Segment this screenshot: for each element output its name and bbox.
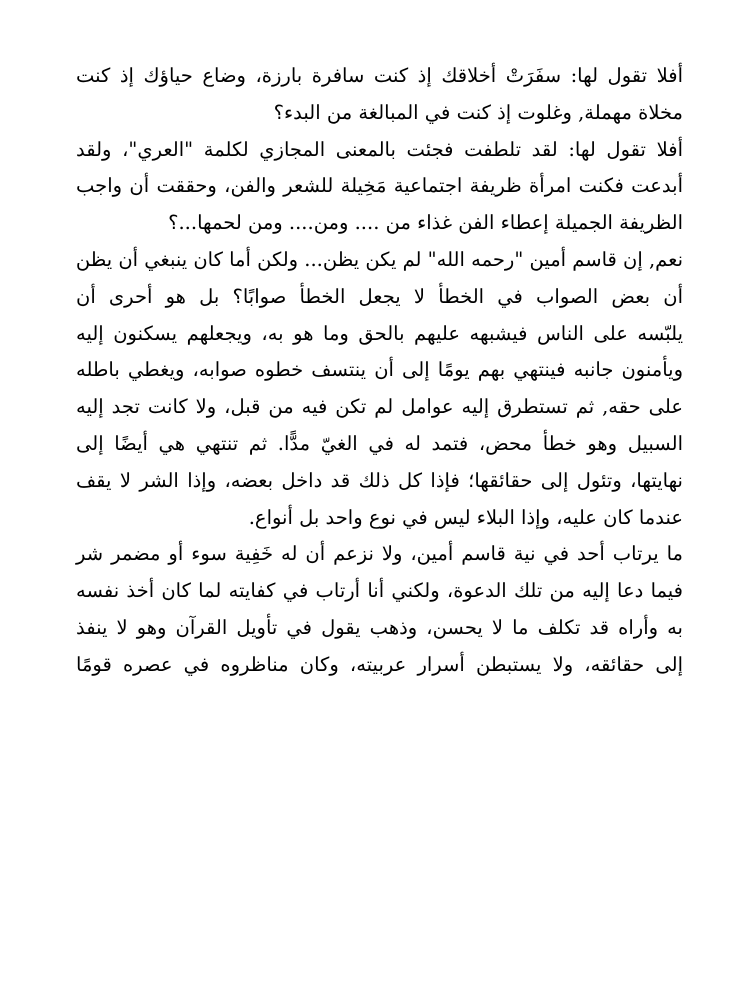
text-line: على حقه, ثم تستطرق إليه عوامل لم تكن فيه من قبل، ولا كانت تجد إليه [76,395,683,419]
text-line: فيما دعا إليه من تلك الدعوة، ولكني أنا أرتاب في كفايته لما كان أخذ نفسه [76,579,683,603]
text-line: عندما كان عليه، وإذا البلاء ليس في نوع واحد بل أنواع. [248,505,683,529]
text-line: أفلا تقول لها: لقد تلطفت فجئت بالمعنى المجازي لكلمة "العري"، ولقد [76,137,683,161]
text-line: أن بعض الصواب في الخطأ لا يجعل الخطأ صوابًا؟ بل هو أحرى أن [76,284,683,308]
text-line: ويأمنون جانبه فينتهي بهم يومًا إلى أن ينتسف خطوه صوابه، ويغطي باطله [76,358,683,382]
text-line: نعم, إن قاسم أمين "رحمه الله" لم يكن يظن... ولكن أما كان ينبغي أن يظن [75,247,683,271]
text-line: أبدعت فكنت امرأة ظريفة اجتماعية مَخِيلة للشعر والفن، وحققت أن واجب [76,174,683,198]
document-page [76,58,683,684]
text-line: به وأراه قد تكلف ما لا يحسن، وذهب يقول في تأويل القرآن وهو لا ينفذ [76,615,683,639]
text-line: الظريفة الجميلة إعطاء الفن غذاء من .... ومن.... ومن لحمها...؟ [168,211,683,235]
text-line: إلى حقائقه، ولا يستبطن أسرار عربيته، وكان مناظروه في عصره قومًا [76,652,683,676]
text-line: ما يرتاب أحد في نية قاسم أمين، ولا نزعم أن له خَفِية سوء أو مضمر شر [76,542,683,566]
text-line: أفلا تقول لها: سفَرَتْ أخلاقك إذ كنت سافرة بارزة، وضاع حياؤك إذ كنت [76,64,683,87]
text-line: السبيل وهو خطأ محض، فتمد له في الغيّ مدًّا. ثم تنتهي هي أيضًا إلى [76,431,683,455]
text-line: يلبّسه على الناس فيشبهه عليهم بالحق وما هو به، ويجعلهم يسكنون إليه [76,321,683,345]
text-line: نهايتها، وتئول إلى حقائقها؛ فإذا كل ذلك قد داخل بعضه، وإذا الشر لا يقف [76,468,683,492]
text-line: مخلاة مهملة, وغلوت إذ كنت في المبالغة من البدء؟ [273,100,683,124]
